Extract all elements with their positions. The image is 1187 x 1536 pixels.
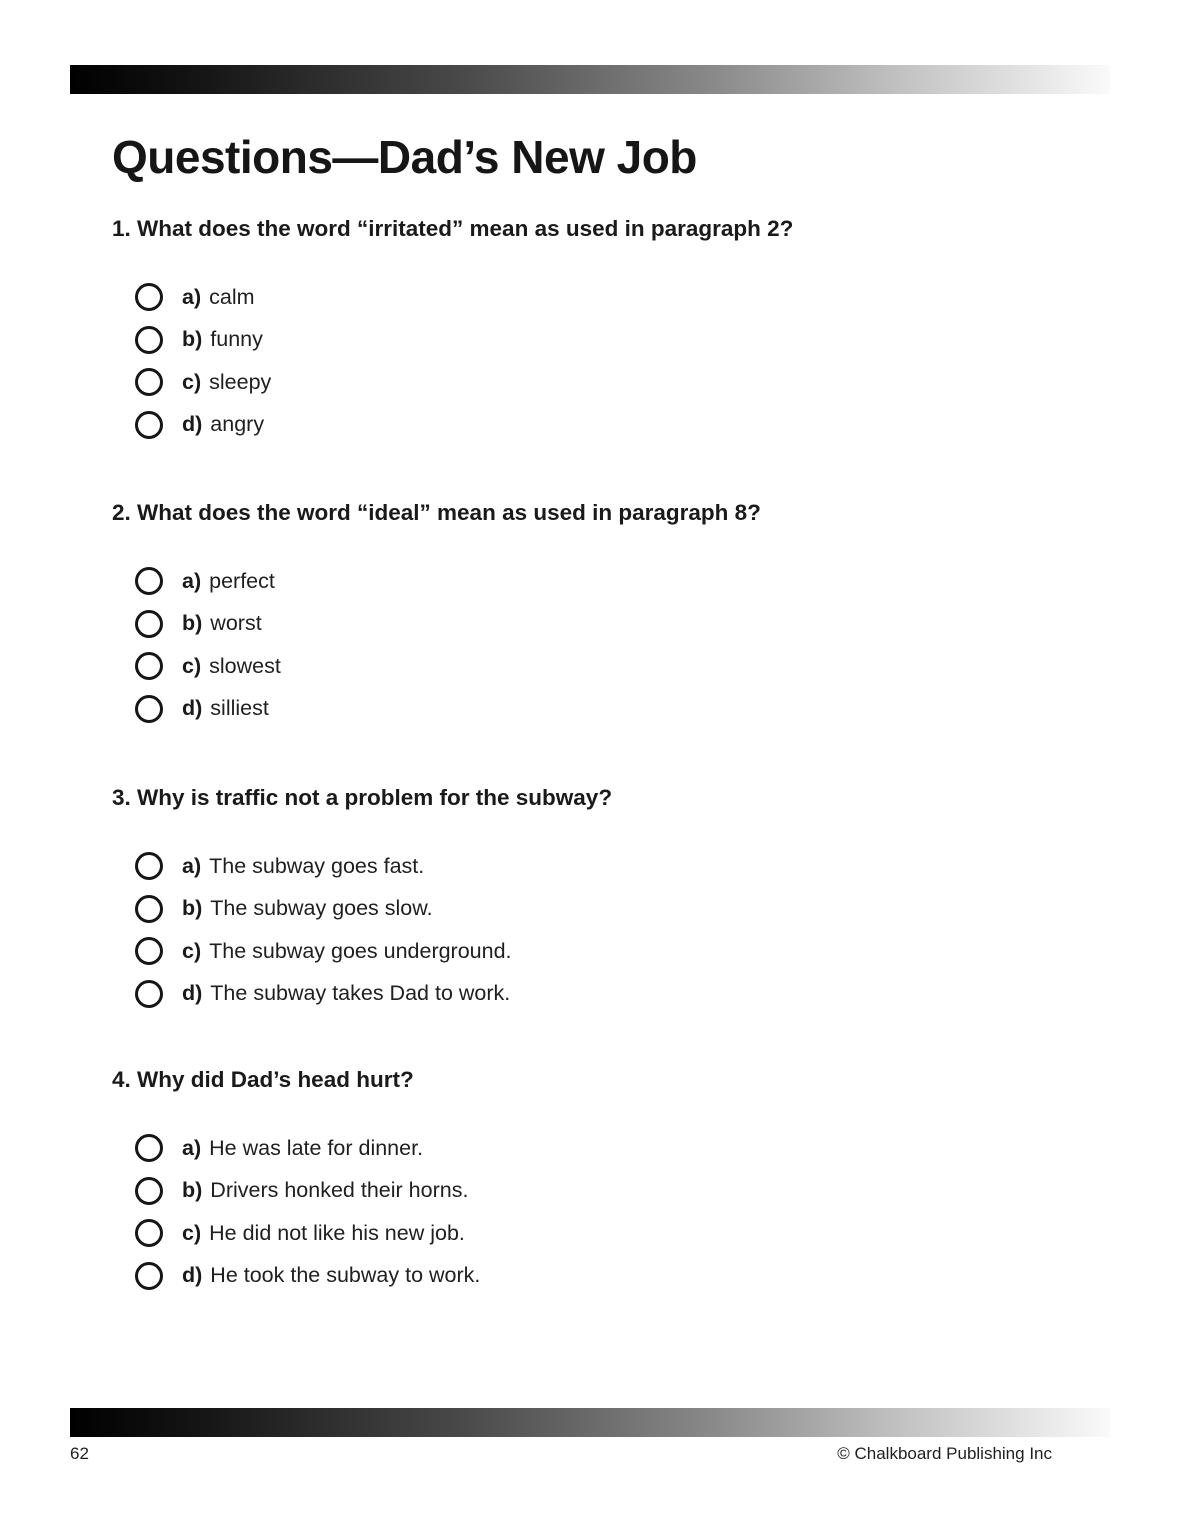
option-label: c) <box>182 369 202 394</box>
option-row <box>112 1170 1112 1213</box>
radio-button-icon[interactable] <box>135 895 163 923</box>
question-3 <box>112 784 1112 1015</box>
question-1-prompt: 1. What does the word “irritated” mean as used in paragraph 2? <box>112 216 794 241</box>
option-row <box>112 845 1112 888</box>
option-row <box>112 1127 1112 1170</box>
option-label: a) <box>182 284 202 309</box>
question-4-prompt: 4. Why did Dad’s head hurt? <box>112 1067 414 1092</box>
question-2-options <box>112 560 1112 730</box>
option-row <box>112 603 1112 646</box>
radio-button-icon[interactable] <box>135 1177 163 1205</box>
option-row <box>112 930 1112 973</box>
radio-button-icon[interactable] <box>135 411 163 439</box>
option-text: sleepy <box>209 369 272 394</box>
option-text: worst <box>210 611 262 636</box>
option-text: The subway takes Dad to work. <box>210 981 511 1006</box>
question-4 <box>112 1066 1112 1297</box>
radio-button-icon[interactable] <box>135 1134 163 1162</box>
option-row <box>112 645 1112 688</box>
option-row <box>112 276 1112 319</box>
copyright-text: © Chalkboard Publishing Inc <box>837 1444 1052 1463</box>
radio-button-icon[interactable] <box>135 368 163 396</box>
option-label: c) <box>182 1220 202 1245</box>
option-text: He was late for dinner. <box>209 1135 424 1160</box>
option-text: silliest <box>210 696 269 721</box>
option-label: a) <box>182 853 202 878</box>
option-label: b) <box>182 896 203 921</box>
radio-button-icon[interactable] <box>135 326 163 354</box>
option-label: c) <box>182 653 202 678</box>
radio-button-icon[interactable] <box>135 652 163 680</box>
radio-button-icon[interactable] <box>135 695 163 723</box>
option-row <box>112 319 1112 362</box>
option-row <box>112 688 1112 731</box>
radio-button-icon[interactable] <box>135 852 163 880</box>
radio-button-icon[interactable] <box>135 1262 163 1290</box>
radio-button-icon[interactable] <box>135 980 163 1008</box>
option-label: d) <box>182 696 203 721</box>
option-label: a) <box>182 568 202 593</box>
question-3-prompt: 3. Why is traffic not a problem for the subway? <box>112 785 613 810</box>
option-text: perfect <box>209 568 275 593</box>
option-text: angry <box>210 412 265 437</box>
option-text: slowest <box>209 653 281 678</box>
option-text: The subway goes fast. <box>209 853 425 878</box>
option-text: Drivers honked their horns. <box>210 1178 469 1203</box>
page-title: Questions—Dad’s New Job <box>112 131 697 183</box>
option-label: d) <box>182 1263 203 1288</box>
option-row <box>112 404 1112 447</box>
option-label: b) <box>182 611 203 636</box>
question-1 <box>112 215 1112 446</box>
question-3-options <box>112 845 1112 1015</box>
question-2 <box>112 499 1112 730</box>
option-row <box>112 1255 1112 1298</box>
radio-button-icon[interactable] <box>135 283 163 311</box>
question-1-options <box>112 276 1112 446</box>
question-2-prompt: 2. What does the word “ideal” mean as used in paragraph 8? <box>112 500 761 525</box>
bottom-gradient-bar <box>70 1408 1110 1437</box>
option-text: funny <box>210 327 263 352</box>
option-text: He took the subway to work. <box>210 1263 481 1288</box>
option-label: c) <box>182 938 202 963</box>
radio-button-icon[interactable] <box>135 1219 163 1247</box>
option-text: The subway goes underground. <box>209 938 512 963</box>
option-text: The subway goes slow. <box>210 896 433 921</box>
question-4-options <box>112 1127 1112 1297</box>
option-row <box>112 560 1112 603</box>
top-gradient-bar <box>70 65 1110 94</box>
page-number: 62 <box>70 1444 89 1463</box>
option-row <box>112 1212 1112 1255</box>
radio-button-icon[interactable] <box>135 937 163 965</box>
option-row <box>112 888 1112 931</box>
option-row <box>112 973 1112 1016</box>
option-label: d) <box>182 981 203 1006</box>
option-label: d) <box>182 412 203 437</box>
radio-button-icon[interactable] <box>135 610 163 638</box>
option-row <box>112 361 1112 404</box>
option-label: b) <box>182 1178 203 1203</box>
option-label: b) <box>182 327 203 352</box>
radio-button-icon[interactable] <box>135 567 163 595</box>
option-text: He did not like his new job. <box>209 1220 465 1245</box>
option-text: calm <box>209 284 255 309</box>
option-label: a) <box>182 1135 202 1160</box>
